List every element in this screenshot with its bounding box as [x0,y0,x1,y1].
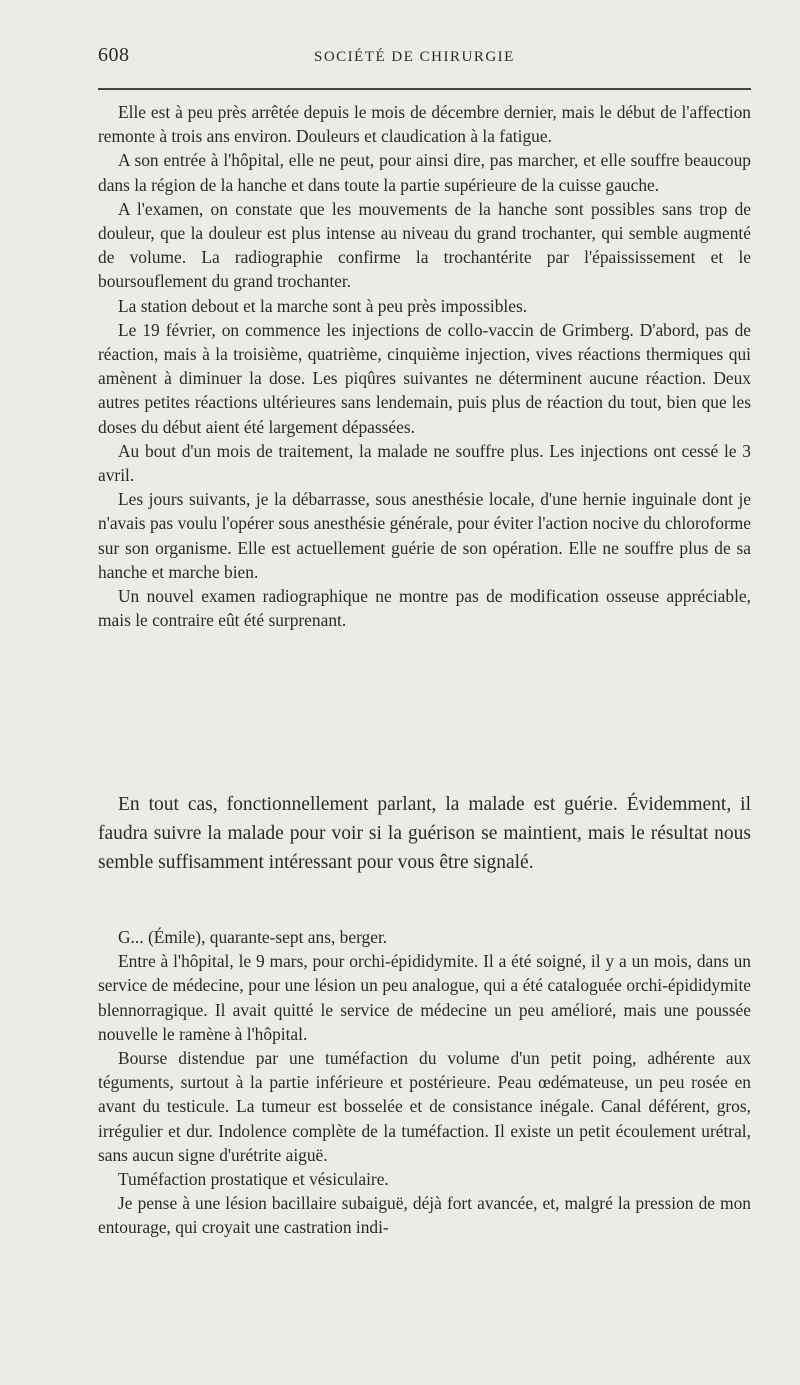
text-block-conclusion [98,790,751,877]
running-title: SOCIÉTÉ DE CHIRURGIE [314,49,515,65]
paragraph: Tuméfaction prostatique et vésiculaire. [118,1169,389,1190]
paragraph: Au bout d'un mois de traitement, la malade ne souffre plus. Les injections ont cessé le 3 avril. [98,440,751,486]
page-number: 608 [98,44,130,66]
paragraph: Entre à l'hôpital, le 9 mars, pour orchi-épididymite. Il a été soigné, il y a un mois, dans un service de médecine, pour une lésion un peu analogue, qui a été cataloguée orchi-épididymite blennorragique. Il avait quitté le service de médecine un peu amélioré, mais une poussée nouvelle le ramène à l'hôpital. [98,951,751,1044]
paragraph: A l'examen, on constate que les mouvements de la hanche sont possibles sans trop de douleur, que la douleur est plus intense au niveau du grand trochanter, qui semble augmenté de volume. La radiographie confirme la trochantérite par l'épaississement et le boursouflement du grand trochanter. [98,198,751,292]
text-block-case-1 [98,100,751,632]
text-block-case-2 [98,925,751,1240]
paragraph: En tout cas, fonctionnellement parlant, la malade est guérie. Évidemment, il faudra suivre la malade pour voir si la guérison se maintient, mais le résultat nous semble suffisamment intéressant pour vous être signalé. [98,794,751,873]
paragraph: Le 19 février, on commence les injections de collo-vaccin de Grimberg. D'abord, pas de réaction, mais à la troisième, quatrième, cinquième injection, vives réactions thermiques qui amènent à diminuer la dose. Les piqûres suivantes ne déterminent aucune réaction. Deux autres petites réactions ultérieures sans lendemain, puis plus de réaction du tout, bien que les doses du début aient été largement dépassées. [98,319,751,437]
paragraph: La station debout et la marche sont à peu près impossibles. [118,295,528,316]
paragraph: Un nouvel examen radiographique ne montre pas de modification osseuse appréciable, mais le contraire eût été surprenant. [98,586,751,631]
paragraph: A son entrée à l'hôpital, elle ne peut, pour ainsi dire, pas marcher, et elle souffre beaucoup dans la région de la hanche et dans toute la partie supérieure de la cuisse gauche. [98,150,751,195]
paragraph: Elle est à peu près arrêtée depuis le mois de décembre dernier, mais le début de l'affection remonte à trois ans environ. Douleurs et claudication à la fatigue. [98,102,751,147]
paragraph: G... (Émile), quarante-sept ans, berger. [118,927,388,947]
paragraph: Bourse distendue par une tuméfaction du volume d'un petit poing, adhérente aux téguments, surtout à la partie inférieure et postérieure. Peau œdémateuse, un peu rosée en avant du testicule. La tumeur est bosselée et de consistance inégale. Canal déférent, gros, irrégulier et dur. Indolence complète de la tuméfaction. Il existe un petit écoulement urétral, sans aucun signe d'urétrite aiguë. [98,1048,751,1165]
page-header [98,44,748,72]
header-rule [98,88,751,90]
paragraph: Je pense à une lésion bacillaire subaiguë, déjà fort avancée, et, malgré la pression de mon entourage, qui croyait une castration indi- [98,1193,751,1238]
paragraph: Les jours suivants, je la débarrasse, sous anesthésie locale, d'une hernie inguinale dont je n'avais pas voulu l'opérer sous anesthésie générale, pour éviter l'action nocive du chloroforme sur son organisme. Elle est actuellement guérie de son opération. Elle ne souffre plus de sa hanche et marche bien. [98,489,751,582]
